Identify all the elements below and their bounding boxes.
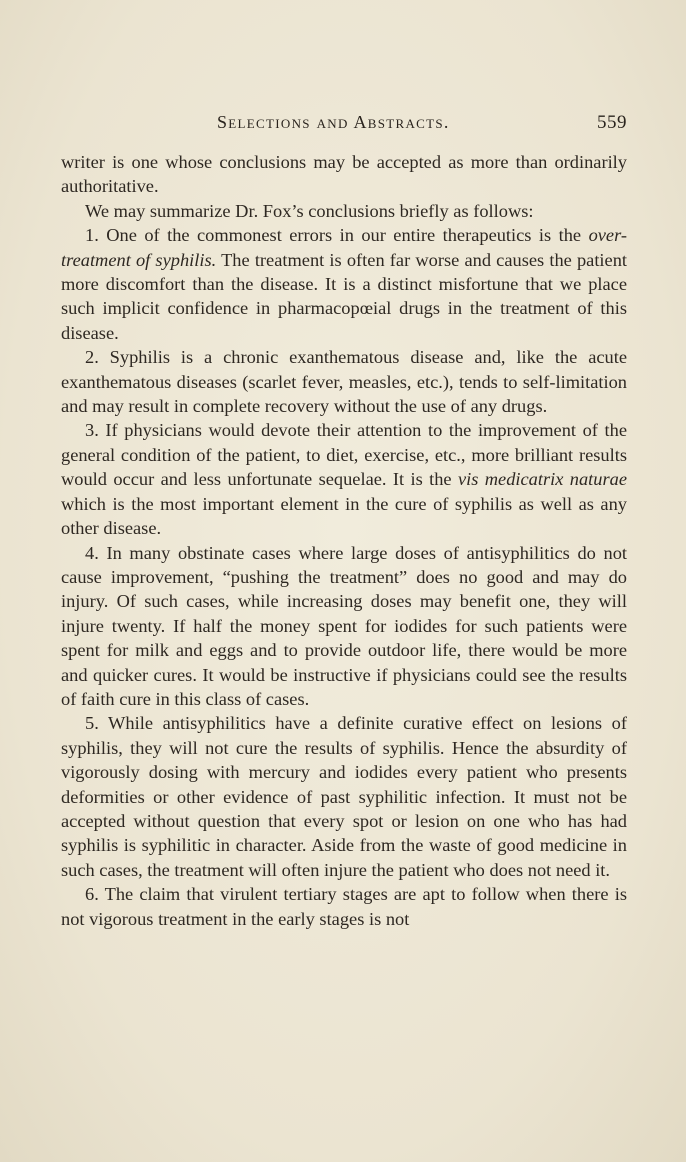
point-3-emphasis: vis medicatrix naturae [457, 469, 627, 490]
page-number: 559 [597, 112, 627, 133]
paragraph-point-6: 6. The claim that virulent tertiary stages are apt to follow when there is not vigorous treatment in the early stages is not [61, 884, 627, 929]
paragraph-point-4: 4. In many obstinate cases where large doses of antisyphilitics do not cause improvement, “pushing the treatment” does no good and may do injury. Of such cases, while increasing doses may benefit one, they will injure twenty. If half the money spent for iodides for such patients were spent for milk and eggs and to provide outdoor life, there would be more and quicker cures. It would be instructive if physicians could see the results of faith cure in this class of cases. [61, 542, 627, 709]
point-3-tail: which is the most important element in the cure of syphilis as well as any other disease. [61, 493, 627, 539]
point-1-tail: The treatment is often far worse and causes the patient more discomfort than the disease. It is a distinct misfortune that we place such implicit confidence in pharmacopœial drugs in the treatment of this disease. [61, 249, 628, 343]
paragraph-point-3 [61, 418, 627, 540]
running-title: Selections and Abstracts. [217, 112, 450, 132]
paragraph-point-1 [61, 223, 627, 345]
point-1-emphasis: over-treatment of syphilis. [61, 225, 627, 270]
point-3-lead: 3. If physicians would devote their attention to the improvement of the general condition of the patient, to diet, exercise, etc., more brilliant results would occur and less unfortunate sequelae. It is the [61, 420, 627, 490]
paragraph-summary-intro: We may summarize Dr. Fox’s conclusions briefly as follows: [85, 200, 534, 221]
article-body [61, 150, 627, 931]
paragraph-point-5: 5. While antisyphilitics have a definite curative effect on lesions of syphilis, they will not cure the results of syphilis. Hence the absurdity of vigorously dosing with mercury and iodides every patient who presents deformities or other evidence of past syphilitic infection. It must not be accepted without question that every spot or lesion on one who has had syphilis is syphilitic in character. Aside from the waste of good medicine in such cases, the treatment will often injure the patient who does not need it. [61, 713, 627, 880]
paragraph-continuation: writer is one whose conclusions may be accepted as more than ordinarily authoritative. [61, 152, 627, 197]
running-header [60, 112, 627, 138]
point-1-lead: 1. One of the commonest errors in our entire therapeutics is the [85, 225, 589, 246]
paragraph-point-2: 2. Syphilis is a chronic exanthematous disease and, like the acute exanthematous diseases (scarlet fever, measles, etc.), tends to self-limitation and may result in complete recovery without the use of any drugs. [61, 347, 627, 417]
